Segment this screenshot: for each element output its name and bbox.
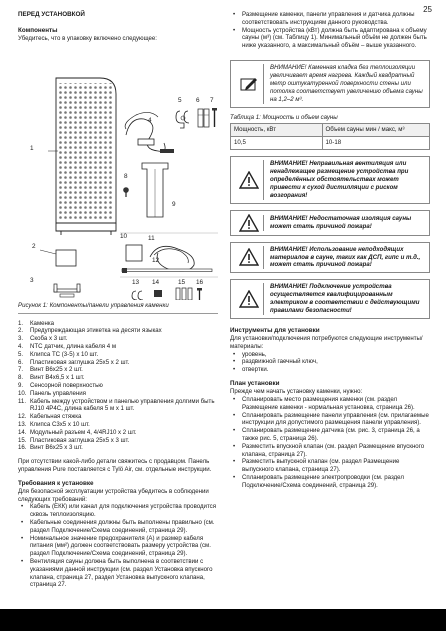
requirements-intro: Для безопасной эксплуатации устройства убедитесь в соблюдении следующих требований:	[18, 487, 209, 503]
figure-label-12: 12	[152, 256, 160, 264]
plastic-plugs-drawing	[198, 109, 209, 127]
figure-label-15: 15	[178, 278, 186, 286]
list-item: • Спланировать размещение панели управления (см. прилагаемые инструкции для допустимого размещения панели управления).	[230, 412, 430, 428]
tc-clips-drawing	[176, 111, 189, 128]
list-item: 13. Клипса C3x5 x 10 шт.	[18, 421, 90, 429]
figure-label-14: 14	[152, 278, 160, 286]
requirements-title: Требования к установке	[18, 479, 94, 487]
screw-b4-drawing	[123, 187, 129, 197]
warning-triangle-icon	[235, 171, 263, 189]
list-item: • Спланировать место размещения каменки (см. раздел Размещение каменки - нормальная установка, страница 26).	[230, 396, 430, 412]
figure-label-3: 3	[30, 276, 34, 284]
tools-title: Инструменты для установки	[230, 327, 320, 335]
list-item: • отвертки.	[230, 366, 430, 374]
insulation-note	[230, 60, 430, 108]
components-title: Компоненты	[18, 27, 58, 35]
plan-intro: Прежде чем начать установку каменки, нужно:	[230, 388, 363, 396]
control-panel-drawing	[126, 245, 142, 261]
figure-label-5: 5	[178, 96, 182, 104]
list-item: 11. Кабель между устройством и панелью управления долгими быть RJ10 4P4C, длина кабеля 5 м x 1 шт.	[18, 397, 215, 413]
list-item: 1. Каменка	[18, 319, 55, 327]
parts-list	[18, 320, 218, 453]
tools-intro: Для установки/подключения потребуются следующие инструменты/материалы:	[230, 335, 423, 350]
plan-title: План установки	[230, 380, 280, 388]
list-item: 12. Кабельная стяжка	[18, 413, 82, 421]
table-row	[231, 137, 430, 150]
table-cell: 10,5	[231, 137, 323, 150]
heater-drawing	[56, 78, 116, 235]
warning-triangle-icon	[235, 214, 263, 232]
list-item: 9. Сенсорной поверхностью	[18, 382, 103, 390]
figure-label-6: 6	[196, 96, 200, 104]
figure-label-10: 10	[120, 232, 128, 240]
table-header-cell: Объем сауны мин / макс, м³	[322, 124, 429, 137]
table-caption: Таблица 1: Мощность и объем сауны	[230, 113, 338, 121]
list-item: 3. Скоба x 3 шт.	[18, 335, 68, 343]
warning-label-drawing	[56, 250, 76, 266]
warning-box-ventilation	[230, 156, 430, 204]
figure-label-11: 11	[148, 234, 155, 242]
screws-b6-drawing	[212, 108, 218, 127]
list-item: 14. Модульный разъем 4, 4/4RJ10 x 2 шт.	[18, 428, 137, 436]
warning-box-electrician	[230, 279, 430, 319]
list-item: • Кабель (ЕКК) или канал для подключения устройства проводится сквозь теплоизоляцию.	[18, 503, 218, 519]
tools-list	[230, 351, 430, 374]
pencil-icon	[235, 76, 263, 92]
list-item: 5. Клипса TC (3-5) x 10 шт.	[18, 350, 99, 358]
list-item: • Номинальное значение предохранителя (А) и размер кабеля питания (мм²) должен соответствовать размеру устройства (см. раздел Подключение/Схема соединений, страница 29).	[18, 535, 218, 558]
list-item: • Спланировать размещение электропроводки (см. раздел Подключение/Схема соединений, страница 29).	[230, 474, 430, 490]
figure-label-9: 9	[172, 200, 176, 208]
list-item: 2. Предупреждающая этикетка на десяти языках	[18, 327, 162, 335]
left-column	[18, 11, 218, 589]
list-item: 15. Пластиковая заглушка 25x5 x 3 шт.	[18, 436, 130, 444]
touch-surface-drawing	[142, 163, 168, 217]
top-bullets	[230, 11, 430, 50]
c3-clips-drawing	[132, 291, 143, 300]
requirements-list	[18, 503, 218, 589]
missing-parts-note: При отсутствии какой-либо детали свяжитесь с продавцом. Панель управления Pure поставляется с Tylö Air, см. отдельные инструкции.	[18, 458, 212, 474]
right-column	[230, 11, 430, 489]
figure-caption: Рисунок 1: Компоненты/панели управления каменки	[18, 302, 218, 314]
note-text: ВНИМАНИЕ! Каменная кладка без теплоизоляции увеличивает время нагрева. Каждый квадратный метр оштукатуренной поверхности стены или потолка соответствует увеличению объема сауны на 1,2–2 м³.	[263, 64, 425, 104]
list-item: • Вентиляция сауны должна быть выполнена в соответствии с указаниями данной инструкции (см. раздел Установка впускного клапана, страница 27, раздел Установка выпускного клапана, страница 27.	[18, 558, 218, 589]
list-item: • Мощность устройства (кВт) должна быть адаптирована к объему сауны (м³) (см. Таблицу 1). Минимальный объём не должен быть ниже указанного, а максимальный объём – выше указанного.	[230, 27, 430, 50]
plan-list	[230, 396, 430, 490]
warning-text: ВНИМАНИЕ! Использование неподходящих материалов в сауне, таких как ДСП, гипс и т.д., может стать причиной пожара!	[263, 246, 425, 270]
components-illustration	[18, 45, 218, 300]
figure-label-13: 13	[132, 278, 140, 286]
figure-label-7: 7	[210, 96, 214, 104]
table-cell: 10-18	[322, 137, 429, 150]
list-item: 4. NTC датчик, длина кабеля 4 м	[18, 343, 117, 351]
list-item: 8. Винт B4x6,5 x 1 шт.	[18, 374, 85, 382]
power-volume-table	[230, 123, 430, 150]
components-intro: Убедитесь, что в упаковку включено следующее:	[18, 35, 157, 43]
warning-text: ВНИМАНИЕ! Подключение устройства осуществляется квалифицированным электриком в соответствии с действующими правилами безопасности!	[263, 283, 425, 315]
table-header-row	[231, 124, 430, 137]
warning-triangle-icon	[235, 290, 263, 308]
list-item: 16. Винт B6x25 x 3 шт.	[18, 444, 83, 452]
figure-label-16: 16	[196, 278, 204, 286]
list-item: 10. Панель управления	[18, 389, 86, 397]
figure-label-2: 2	[32, 242, 36, 250]
screws-b6-2-drawing	[197, 288, 202, 300]
section-heading: ПЕРЕД УСТАНОВКОЙ	[18, 11, 85, 18]
list-item: 7. Винт B6x25 x 2 шт.	[18, 366, 83, 374]
figure-label-8: 8	[124, 172, 128, 180]
figure-label-4: 4	[148, 116, 152, 124]
list-item: • Разместить выпускной клапан (см. раздел Размещение выпускного клапана, страница 27).	[230, 458, 430, 474]
list-item: 6. Пластиковая заглушка 25x5 x 2 шт.	[18, 358, 130, 366]
brackets-drawing	[54, 284, 80, 297]
list-item: • уровень,	[230, 351, 430, 359]
modular-connector-drawing	[154, 290, 162, 297]
cable-tie-drawing	[122, 268, 212, 273]
warning-text: ВНИМАНИЕ! Недостаточная изоляция сауны может стать причиной пожара!	[263, 215, 425, 231]
table-header-cell: Мощность, кВт	[231, 124, 323, 137]
list-item: • Разместить впускной клапан (см. раздел Размещение впускного клапана, страница 27).	[230, 443, 430, 459]
page-number: 25	[423, 5, 432, 14]
warning-box-materials	[230, 242, 430, 274]
list-item: • Кабельные соединения должны быть выполнены правильно (см. раздел Подключение/Схема соединений, страница 29).	[18, 519, 218, 535]
warning-text: ВНИМАНИЕ! Неправильная вентиляция или ненадлежащее размещение устройства при определённых обстоятельствах может привести к сухой дистилляции с риском возгорания!	[263, 160, 425, 200]
warning-box-insulation	[230, 210, 430, 236]
components-figure	[18, 45, 218, 300]
warning-triangle-icon	[235, 248, 263, 266]
list-item: • раздвижной гаечный ключ,	[230, 358, 430, 366]
list-item: • Размещение каменки, панели управления и датчика должны соответствовать инструкциям данного руководства.	[230, 11, 430, 27]
plastic-plugs-2-drawing	[176, 288, 192, 300]
figure-label-1: 1	[30, 144, 34, 152]
bottom-bar	[0, 609, 446, 631]
list-item: • Спланировать размещение датчика (см. рис. 3, страница 26, а также рис. 5, страница 26).	[230, 427, 430, 443]
